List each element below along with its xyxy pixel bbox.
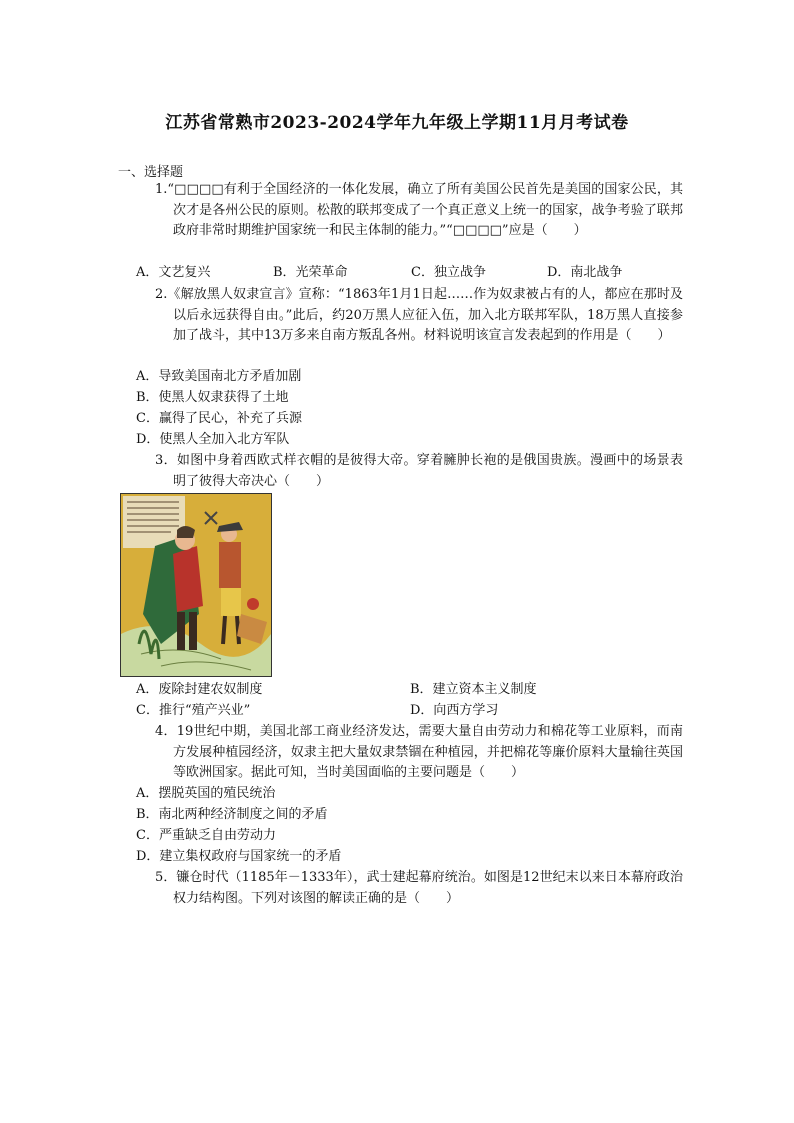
q1-option-a: A．文艺复兴 <box>136 265 211 280</box>
q2-option-b: B．使黑人奴隶获得了土地 <box>136 390 289 405</box>
q3-option-d: D．向西方学习 <box>410 703 499 718</box>
q3-option-b: B．建立资本主义制度 <box>410 682 537 697</box>
q1-option-b: B．光荣革命 <box>273 265 348 280</box>
question-1 <box>155 180 683 242</box>
q1-option-c: C．独立战争 <box>411 265 486 280</box>
question-3-stem: 3．如图中身着西欧式样衣帽的是彼得大帝。穿着臃肿长袍的是俄国贵族。漫画中的场景表明了彼得大帝决心（ ） <box>155 453 683 489</box>
question-2-stem: 2.《解放黑人奴隶宣言》宣称：“1863年1月1日起……作为奴隶被占有的人，都应在那时及以后永远获得自由。”此后，约20万黑人应征入伍，加入北方联邦军队，18万黑人直接参加了战斗，其中13万多来自南方叛乱各州。材料说明该宣言发表起到的作用是（ ） <box>155 287 683 343</box>
question-1-stem: 1.“□□□□有利于全国经济的一体化发展，确立了所有美国公民首先是美国的国家公民，其次才是各州公民的原则。松散的联邦变成了一个真正意义上统一的国家，战争考验了联邦政府非常时期维护国家统一和民主体制的能力。”“□□□□”应是（ ） <box>155 182 683 238</box>
page-title: 江苏省常熟市2023-2024学年九年级上学期11月月考试卷 <box>165 113 629 133</box>
question-2 <box>155 285 683 347</box>
q2-option-a: A．导致美国南北方矛盾加剧 <box>136 369 302 384</box>
question-5 <box>155 868 683 909</box>
peter-the-great-cartoon-image <box>120 493 272 677</box>
q4-option-b: B．南北两种经济制度之间的矛盾 <box>136 807 328 822</box>
section-heading: 一、选择题 <box>118 165 184 180</box>
q4-option-a: A．摆脱英国的殖民统治 <box>136 786 276 801</box>
question-3 <box>155 451 683 492</box>
q4-option-d: D．建立集权政府与国家统一的矛盾 <box>136 849 342 864</box>
q3-option-a: A．废除封建农奴制度 <box>136 682 263 697</box>
question-4-stem: 4．19世纪中期，美国北部工商业经济发达，需要大量自由劳动力和棉花等工业原料，而南方发展种植园经济，奴隶主把大量奴隶禁锢在种植园，并把棉花等廉价原料大量输往英国等欧洲国家。据此可知，当时美国面临的主要问题是（ ） <box>155 724 683 780</box>
question-5-stem: 5．镰仓时代（1185年－1333年），武士建起幕府统治。如图是12世纪末以来日本幕府政治权力结构图。下列对该图的解读正确的是（ ） <box>155 870 683 906</box>
q2-option-d: D．使黑人全加入北方军队 <box>136 432 290 447</box>
question-4 <box>155 722 683 784</box>
q1-option-d: D．南北战争 <box>547 265 623 280</box>
q3-option-c: C．推行“殖产兴业” <box>136 703 251 718</box>
q4-option-c: C．严重缺乏自由劳动力 <box>136 828 276 843</box>
q2-option-c: C．赢得了民心，补充了兵源 <box>136 411 302 426</box>
